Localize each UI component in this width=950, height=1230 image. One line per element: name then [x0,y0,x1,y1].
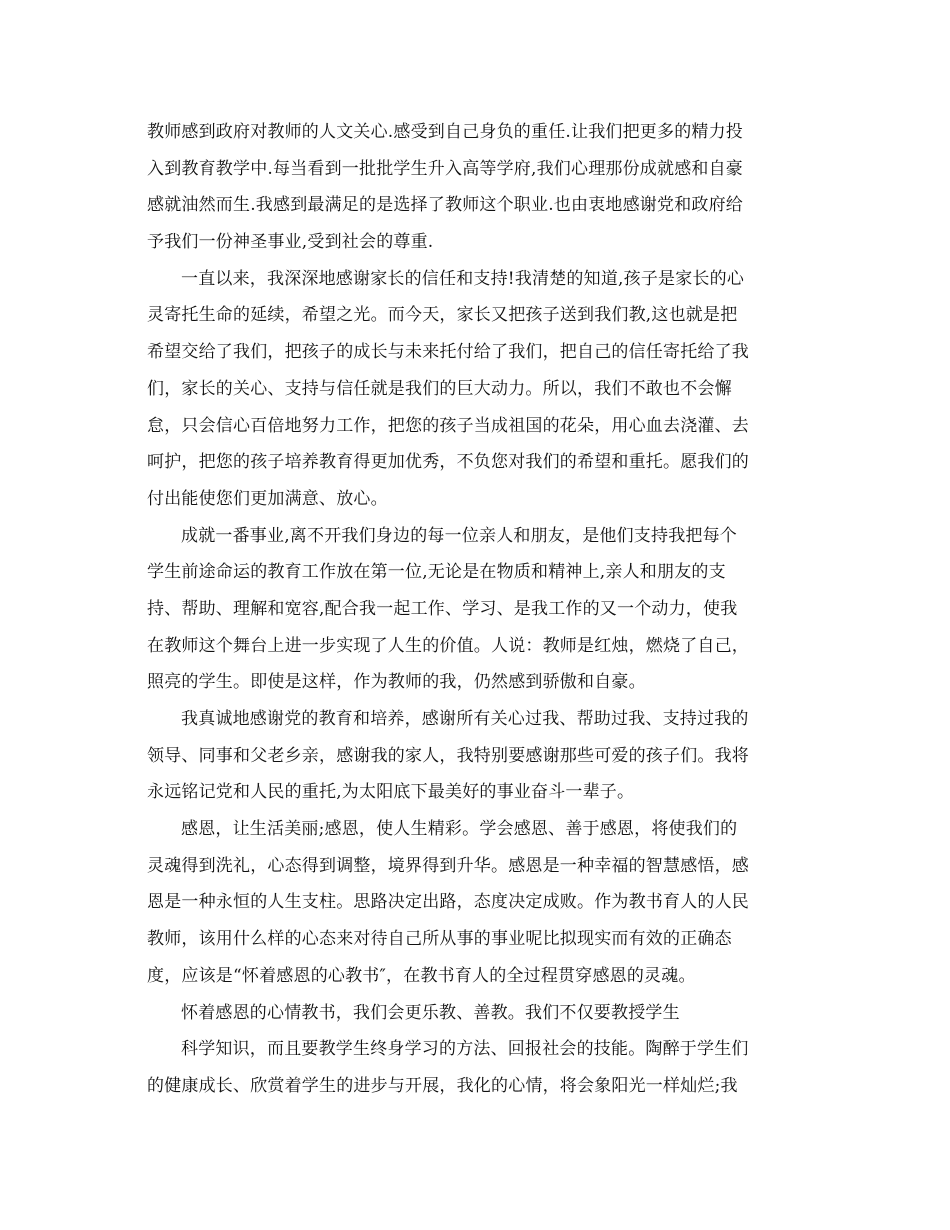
text-line: 们，家长的关心、支持与信任就是我们的巨大动力。所以，我们不敢也不会懈 [147,378,732,399]
text-line: 学生前途命运的教育工作放在第一位,无论是在物质和精神上,亲人和朋友的支 [147,562,726,583]
text-line: 在教师这个舞台上进一步实现了人生的价值。人说：教师是红烛，燃烧了自己， [147,635,749,656]
text-line: 永远铭记党和人民的重托,为太阳底下最美好的事业奋斗一辈子。 [147,782,635,803]
text-line: 教师，该用什么样的心态来对待自己所从事的事业呢比拟现实而有效的正确态 [147,929,732,950]
text-line: 成就一番事业,离不开我们身边的每一位亲人和朋友，是他们支持我把每个 [181,525,738,546]
text-line: 灵寄托生命的延续，希望之光。而今天，家长又把孩子送到我们教,这也就是把 [147,305,738,326]
text-line: 的健康成长、欣赏着学生的进步与开展，我化的心情，将会象阳光一样灿烂;我 [147,1075,738,1096]
text-line: 灵魂得到洗礼，心态得到调整，境界得到升华。感恩是一种幸福的智慧感悟，感 [147,855,749,876]
text-line: 照亮的学生。即使是这样，作为教师的我，仍然感到骄傲和自豪。 [147,672,646,693]
text-line: 持、帮助、理解和宽容,配合我一起工作、学习、是我工作的又一个动力，使我 [147,598,738,619]
text-line: 科学知识，而且要教学生终身学习的方法、回报社会的技能。陶醉于学生们 [181,1039,749,1060]
text-line: 予我们一份神圣事业,受到社会的尊重. [147,232,434,253]
text-line: 度，应该是“怀着感恩的心教书″，在教书育人的全过程贯穿感恩的灵魂。 [147,965,696,986]
text-line: 恩是一种永恒的人生支柱。思路决定出路，态度决定成败。作为教书育人的人民 [147,892,749,913]
text-line: 希望交给了我们，把孩子的成长与未来托付给了我们，把自己的信任寄托给了我 [147,342,749,363]
text-line: 领导、同事和父老乡亲，感谢我的家人，我特别要感谢那些可爱的孩子们。我将 [147,745,749,766]
text-line: 怠，只会信心百倍地努力工作，把您的孩子当成祖国的花朵，用心血去浇灌、去 [147,415,749,436]
text-line: 一直以来，我深深地感谢家长的信任和支持!我清楚的知道,孩子是家长的心 [181,268,745,289]
text-line: 感恩，让生活美丽;感恩，使人生精彩。学会感恩、善于感恩，将使我们的 [181,819,738,840]
text-line: 我真诚地感谢党的教育和培养，感谢所有关心过我、帮助过我、支持过我的 [181,709,749,729]
text-line: 付出能使您们更加满意、放心。 [147,488,388,509]
text-line: 入到教育教学中.每当看到一批批学生升入高等学府,我们心理那份成就感和自豪 [147,158,744,179]
text-line: 怀着感恩的心情教书，我们会更乐教、善教。我们不仅要教授学生 [181,1002,680,1023]
text-line: 呵护，把您的孩子培养教育得更加优秀，不负您对我们的希望和重托。愿我们的 [147,452,749,473]
text-line: 感就油然而生.我感到最满足的是选择了教师这个职业.也由衷地感谢党和政府给 [147,195,744,216]
document-body-text [147,114,803,1105]
text-line: 教师感到政府对教师的人文关心.感受到自己身负的重任.让我们把更多的精力投 [147,122,744,142]
